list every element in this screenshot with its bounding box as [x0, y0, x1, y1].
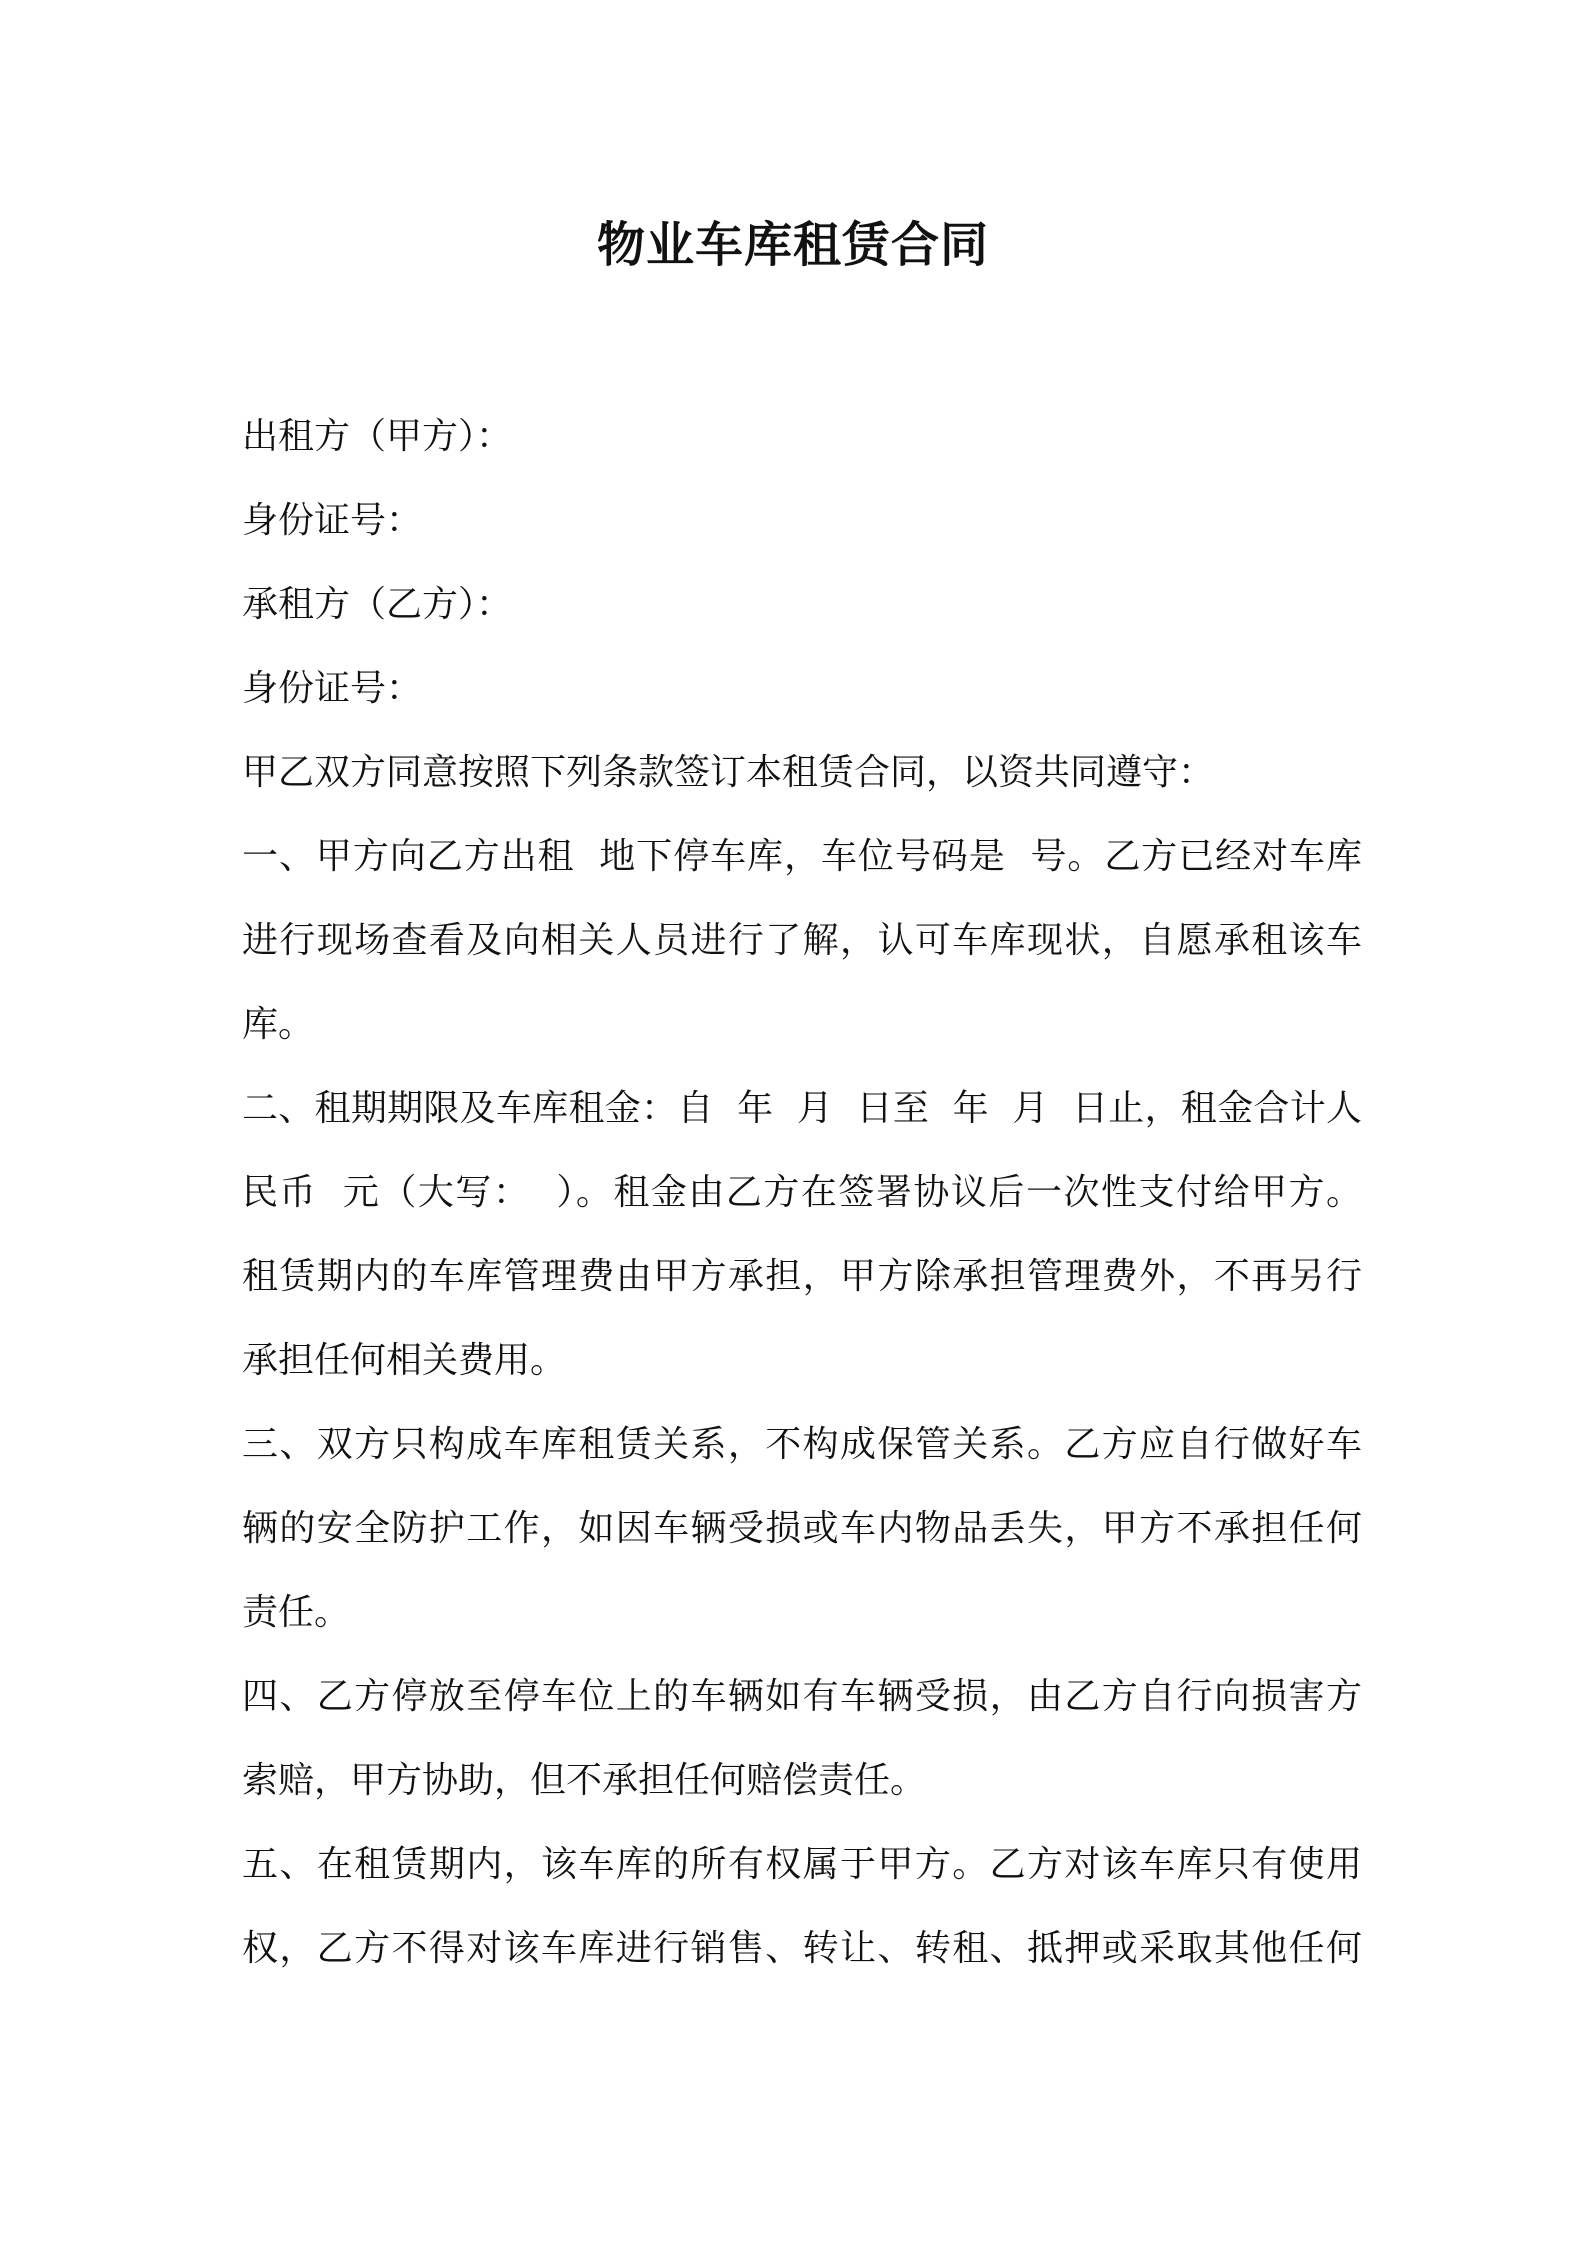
lessor-id-line: 身份证号：	[242, 500, 423, 541]
clause-1-line-2: 进行现场查看及向相关人员进行了解，认可车库现状，自愿承租该车	[242, 920, 1362, 961]
clause-3-line-1: 三、双方只构成车库租赁关系，不构成保管关系。乙方应自行做好车	[242, 1424, 1362, 1465]
clause-2-line-3: 租赁期内的车库管理费由甲方承担，甲方除承担管理费外，不再另行	[242, 1256, 1362, 1297]
lessor-line: 出租方（甲方）：	[242, 416, 513, 457]
clause-1-line-3: 库。	[242, 1004, 315, 1045]
clause-2-line-2: 民币 元（大写： ）。租金由乙方在签署协议后一次性支付给甲方。	[242, 1172, 1362, 1213]
clause-5-line-1: 五、在租赁期内，该车库的所有权属于甲方。乙方对该车库只有使用	[242, 1844, 1362, 1885]
clause-5-line-2: 权，乙方不得对该车库进行销售、转让、转租、抵押或采取其他任何	[242, 1928, 1362, 1969]
clause-4-line-2: 索赔，甲方协助，但不承担任何赔偿责任。	[242, 1760, 927, 1801]
clause-3-line-3: 责任。	[242, 1592, 351, 1633]
lessee-id-line: 身份证号：	[242, 668, 423, 709]
clause-1-line-1: 一、甲方向乙方出租 地下停车库，车位号码是 号。乙方已经对车库	[242, 836, 1362, 877]
clause-2-line-1: 二、租期期限及车库租金：自 年 月 日至 年 月 日止，租金合计人	[242, 1088, 1362, 1129]
document-title: 物业车库租赁合同	[596, 217, 989, 273]
clause-4-line-1: 四、乙方停放至停车位上的车辆如有车辆受损，由乙方自行向损害方	[242, 1676, 1362, 1717]
lessee-line: 承租方（乙方）：	[242, 584, 513, 625]
clause-3-line-2: 辆的安全防护工作，如因车辆受损或车内物品丢失，甲方不承担任何	[242, 1508, 1362, 1549]
clause-2-line-4: 承担任何相关费用。	[242, 1340, 567, 1381]
contract-body	[242, 395, 1362, 1991]
agreement-intro-line: 甲乙双方同意按照下列条款签订本租赁合同，以资共同遵守：	[242, 752, 1215, 793]
